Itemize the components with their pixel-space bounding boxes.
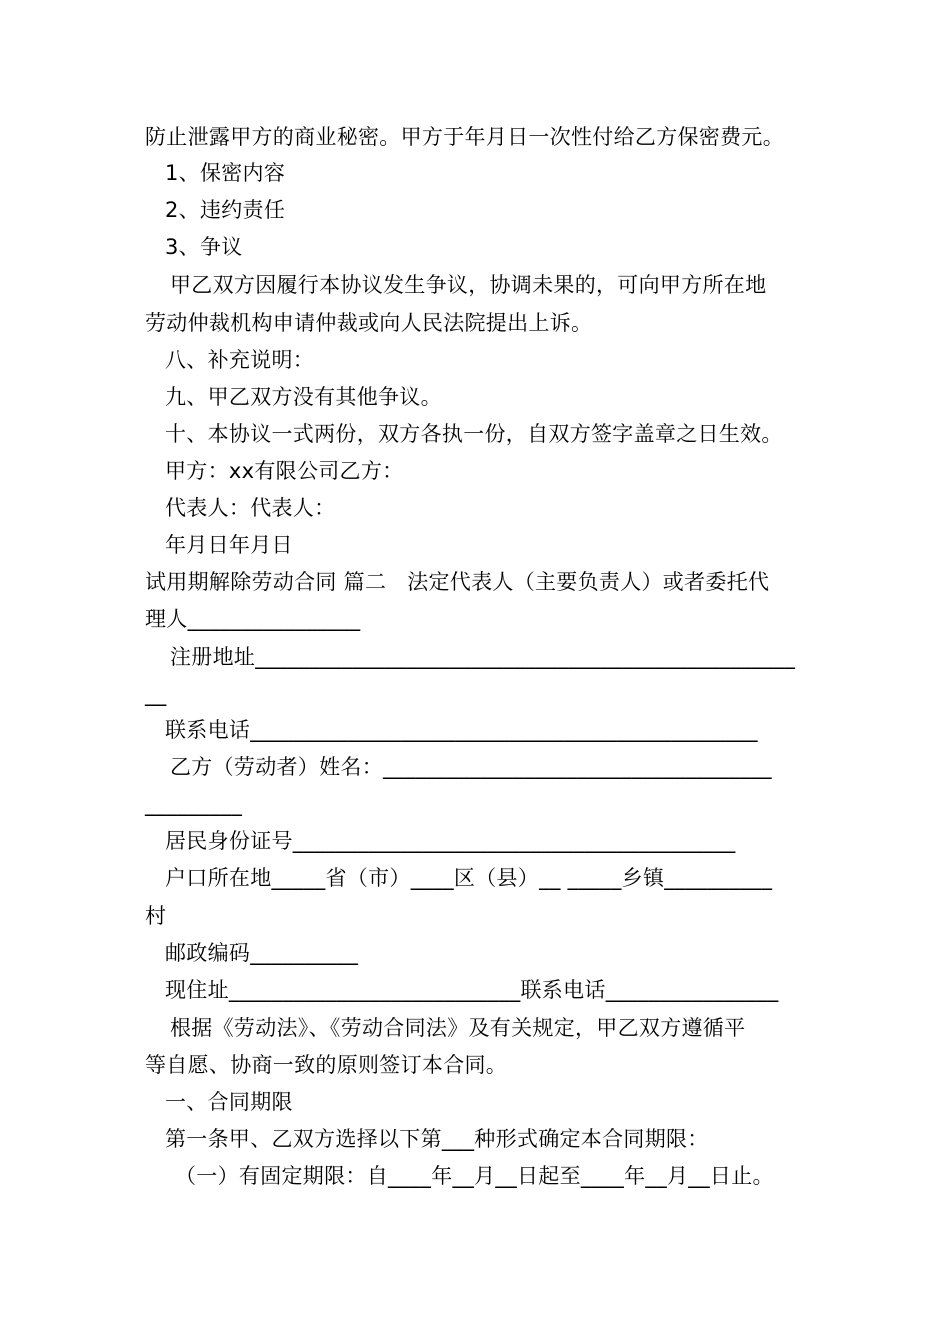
text-line: 防止泄露甲方的商业秘密。甲方于年月日一次性付给乙方保密费元。 <box>145 125 784 149</box>
text-line: （一）有固定期限：自____年__月__日起至____年__月__日止。 <box>175 1164 774 1188</box>
text-line: 劳动仲裁机构申请仲裁或向人民法院提出上诉。 <box>145 311 593 335</box>
text-line: 九、甲乙双方没有其他争议。 <box>165 385 442 409</box>
text-line: 一、合同期限 <box>165 1090 293 1114</box>
text-line: _________ <box>145 792 243 816</box>
text-line: 注册地址__________________________________________________ <box>170 645 796 669</box>
text-line: 试用期解除劳动合同 篇二 法定代表人（主要负责人）或者委托代 <box>145 570 770 594</box>
text-line: 甲方：xx有限公司乙方： <box>165 459 404 483</box>
text-line: 代表人：代表人： <box>165 496 336 520</box>
text-line: 联系电话_______________________________________________ <box>165 718 758 742</box>
text-line: 3、争议 <box>165 235 243 259</box>
text-line: 第一条甲、乙双方选择以下第___种形式确定本合同期限： <box>165 1127 709 1151</box>
text-line: __ <box>145 682 167 706</box>
text-line: 居民身份证号_________________________________________ <box>165 829 736 853</box>
text-line: 等自愿、协商一致的原则签订本合同。 <box>145 1053 508 1077</box>
text-line: 2、违约责任 <box>165 198 286 222</box>
text-line: 现住址___________________________联系电话________________ <box>165 978 779 1002</box>
text-line: 邮政编码__________ <box>165 941 359 965</box>
text-line: 十、本协议一式两份，双方各执一份，自双方签字盖章之日生效。 <box>165 422 783 446</box>
text-line: 户口所在地_____省（市）____区（县）__ _____乡镇__________ <box>165 866 773 890</box>
text-line: 乙方（劳动者）姓名：____________________________________ <box>170 755 772 779</box>
text-line: 村 <box>145 904 167 928</box>
text-line: 根据《劳动法》、《劳动合同法》及有关规定，甲乙双方遵循平 <box>170 1016 746 1040</box>
text-line: 甲乙双方因履行本协议发生争议，协调未果的，可向甲方所在地 <box>170 273 767 297</box>
text-line: 年月日年月日 <box>165 533 293 557</box>
text-line: 1、保密内容 <box>165 161 286 185</box>
text-line: 理人________________ <box>145 607 361 631</box>
text-line: 八、补充说明： <box>165 348 315 372</box>
